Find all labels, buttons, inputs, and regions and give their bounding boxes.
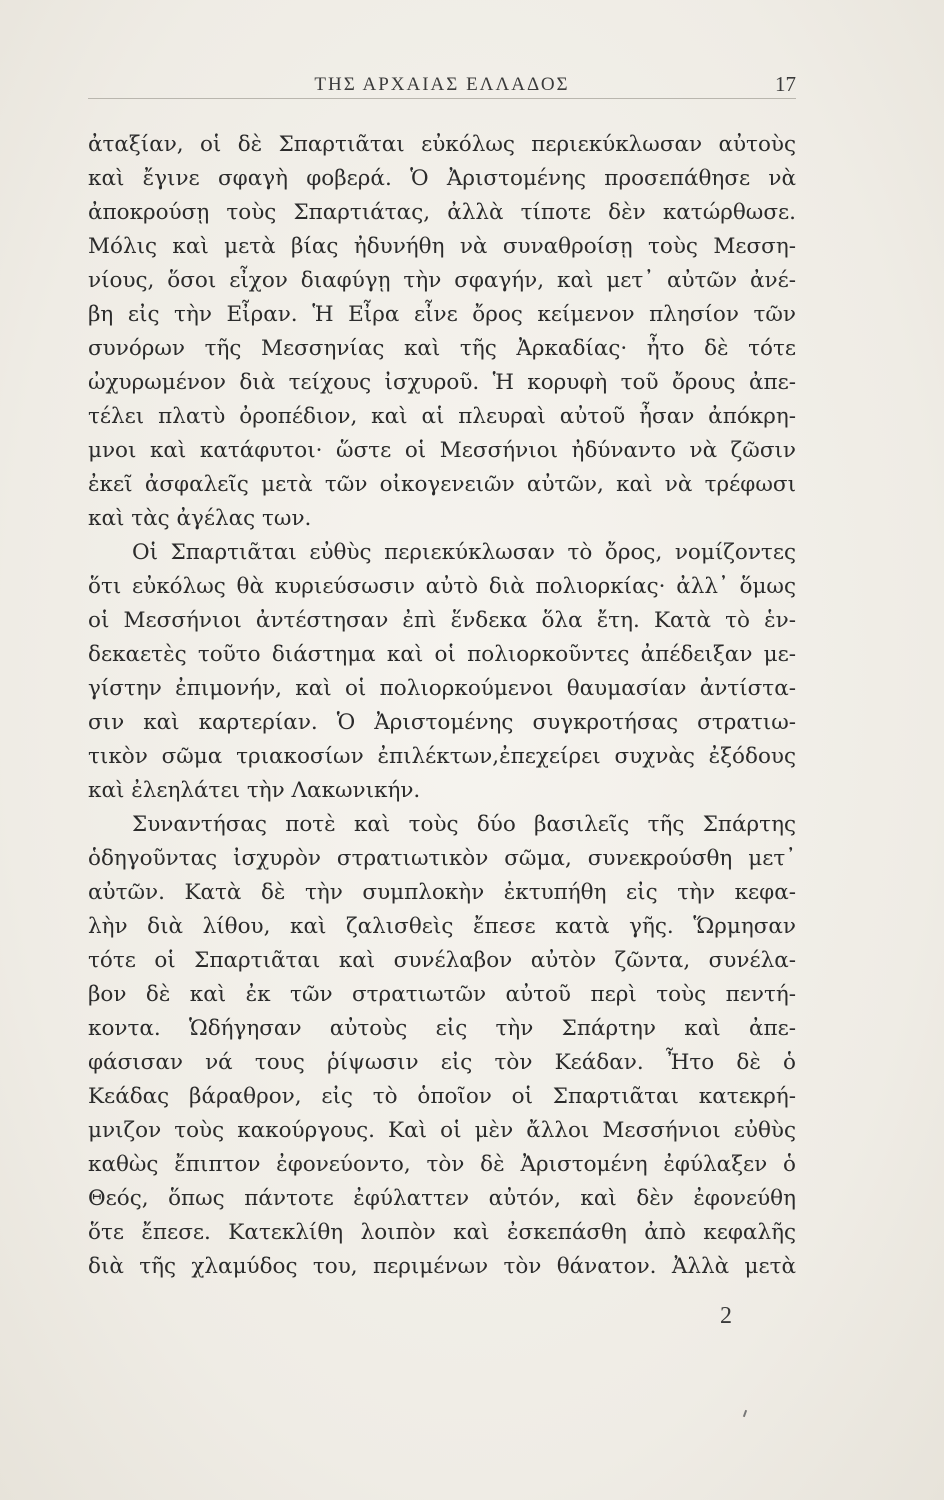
text-line: συνόρων τῆς Μεσσηνίας καὶ τῆς Ἀρκαδίας· ἦτο δὲ τότε: [88, 336, 796, 361]
text-line: νίους, ὅσοι εἶχον διαφύγῃ τὴν σφαγήν, καὶ μετ᾽ αὐτῶν ἀνέ-: [88, 268, 796, 293]
text-line: Μόλις καὶ μετὰ βίας ἠδυνήθη νὰ συναθροίσῃ τοὺς Μεσση-: [88, 234, 796, 259]
text-line: κοντα. Ὡδήγησαν αὐτοὺς εἰς τὴν Σπάρτην καὶ ἀπε-: [88, 1016, 796, 1041]
text-line: καθὼς ἔπιπτον ἐφονεύοντο, τὸν δὲ Ἀριστομένη ἐφύλαξεν ὁ: [88, 1152, 796, 1177]
text-line: ἀταξίαν, οἱ δὲ Σπαρτιᾶται εὐκόλως περιεκύκλωσαν αὐτοὺς: [88, 132, 796, 157]
text-line: σιν καὶ καρτερίαν. Ὁ Ἀριστομένης συγκροτήσας στρατιω-: [88, 710, 796, 735]
text-line: ὅτι εὐκόλως θὰ κυριεύσωσιν αὐτὸ διὰ πολιορκίας· ἀλλ᾽ ὅμως: [88, 574, 796, 599]
text-line: λὴν διὰ λίθου, καὶ ζαλισθεὶς ἔπεσε κατὰ γῆς. Ὥρμησαν: [88, 914, 796, 939]
signature-mark: 2: [720, 1303, 732, 1329]
text-line: διὰ τῆς χλαμύδος του, περιμένων τὸν θάνατον. Ἀλλὰ μετὰ: [88, 1254, 796, 1279]
paragraph-first-line: Οἱ Σπαρτιᾶται εὐθὺς περιεκύκλωσαν τὸ ὄρος, νομίζοντες: [132, 540, 796, 565]
text-line: ἐκεῖ ἀσφαλεῖς μετὰ τῶν οἰκογενειῶν αὐτῶν, καὶ νὰ τρέφωσι: [88, 472, 796, 497]
page-number: 17: [775, 72, 796, 96]
text-line: βον δὲ καὶ ἐκ τῶν στρατιωτῶν αὐτοῦ περὶ τοὺς πεντή-: [88, 982, 796, 1007]
text-line: βη εἰς τὴν Εἶραν. Ἡ Εἶρα εἶνε ὄρος κείμενον πλησίον τῶν: [88, 302, 796, 327]
text-line: μνιζον τοὺς κακούργους. Καὶ οἱ μὲν ἄλλοι Μεσσήνιοι εὐθὺς: [88, 1118, 796, 1143]
running-title: ΤΗΣ ΑΡΧΑΙΑΣ ΕΛΛΑΔΟΣ: [314, 74, 570, 95]
text-line: τικὸν σῶμα τριακοσίων ἐπιλέκτων,ἐπεχείρει συχνὰς ἐξόδους: [88, 744, 796, 769]
text-line: γίστην ἐπιμονήν, καὶ οἱ πολιορκούμενοι θαυμασίαν ἀντίστα-: [88, 676, 796, 701]
body-text: [88, 128, 796, 1284]
text-line: ὠχυρωμένον διὰ τείχους ἰσχυροῦ. Ἡ κορυφὴ τοῦ ὄρους ἀπε-: [88, 370, 796, 395]
text-line: μνοι καὶ κατάφυτοι· ὥστε οἱ Μεσσήνιοι ἠδύναντο νὰ ζῶσιν: [88, 438, 796, 463]
text-line: φάσισαν νά τους ῥίψωσιν εἰς τὸν Κεάδαν. Ἦτο δὲ ὁ: [88, 1050, 796, 1075]
text-line: ὅτε ἔπεσε. Κατεκλίθη λοιπὸν καὶ ἐσκεπάσθη ἀπὸ κεφαλῆς: [88, 1220, 796, 1245]
text-line: τέλει πλατὺ ὀροπέδιον, καὶ αἱ πλευραὶ αὐτοῦ ἦσαν ἀπόκρη-: [88, 404, 796, 429]
text-line: καὶ τὰς ἀγέλας των.: [88, 506, 312, 531]
text-line: Θεός, ὅπως πάντοτε ἐφύλαττεν αὐτόν, καὶ δὲν ἐφονεύθη: [88, 1186, 796, 1211]
text-line: ἀποκρούσῃ τοὺς Σπαρτιάτας, ἀλλὰ τίποτε δὲν κατώρθωσε.: [88, 200, 796, 225]
text-line: Κεάδας βάραθρον, εἰς τὸ ὁποῖον οἱ Σπαρτιᾶται κατεκρή-: [88, 1084, 796, 1109]
text-line: καὶ ἔγινε σφαγὴ φοβερά. Ὁ Ἀριστομένης προσεπάθησε νὰ: [88, 166, 796, 191]
text-line: ὁδηγοῦντας ἰσχυρὸν στρατιωτικὸν σῶμα, συνεκρούσθη μετ᾽: [88, 846, 796, 871]
text-line: τότε οἱ Σπαρτιᾶται καὶ συνέλαβον αὐτὸν ζῶντα, συνέλα-: [88, 948, 796, 973]
text-line: καὶ ἐλεηλάτει τὴν Λακωνικήν.: [88, 778, 421, 803]
text-line: δεκαετὲς τοῦτο διάστημα καὶ οἱ πολιορκοῦντες ἀπέδειξαν με-: [88, 642, 796, 667]
header-rule: [88, 98, 796, 99]
text-line: αὐτῶν. Κατὰ δὲ τὴν συμπλοκὴν ἐκτυπήθη εἰς τὴν κεφα-: [88, 880, 796, 905]
paragraph-first-line: Συναντήσας ποτὲ καὶ τοὺς δύο βασιλεῖς τῆς Σπάρτης: [132, 812, 796, 837]
paper-speck: [743, 1410, 747, 1417]
text-line: οἱ Μεσσήνιοι ἀντέστησαν ἐπὶ ἕνδεκα ὅλα ἔτη. Κατὰ τὸ ἑν-: [88, 608, 796, 633]
